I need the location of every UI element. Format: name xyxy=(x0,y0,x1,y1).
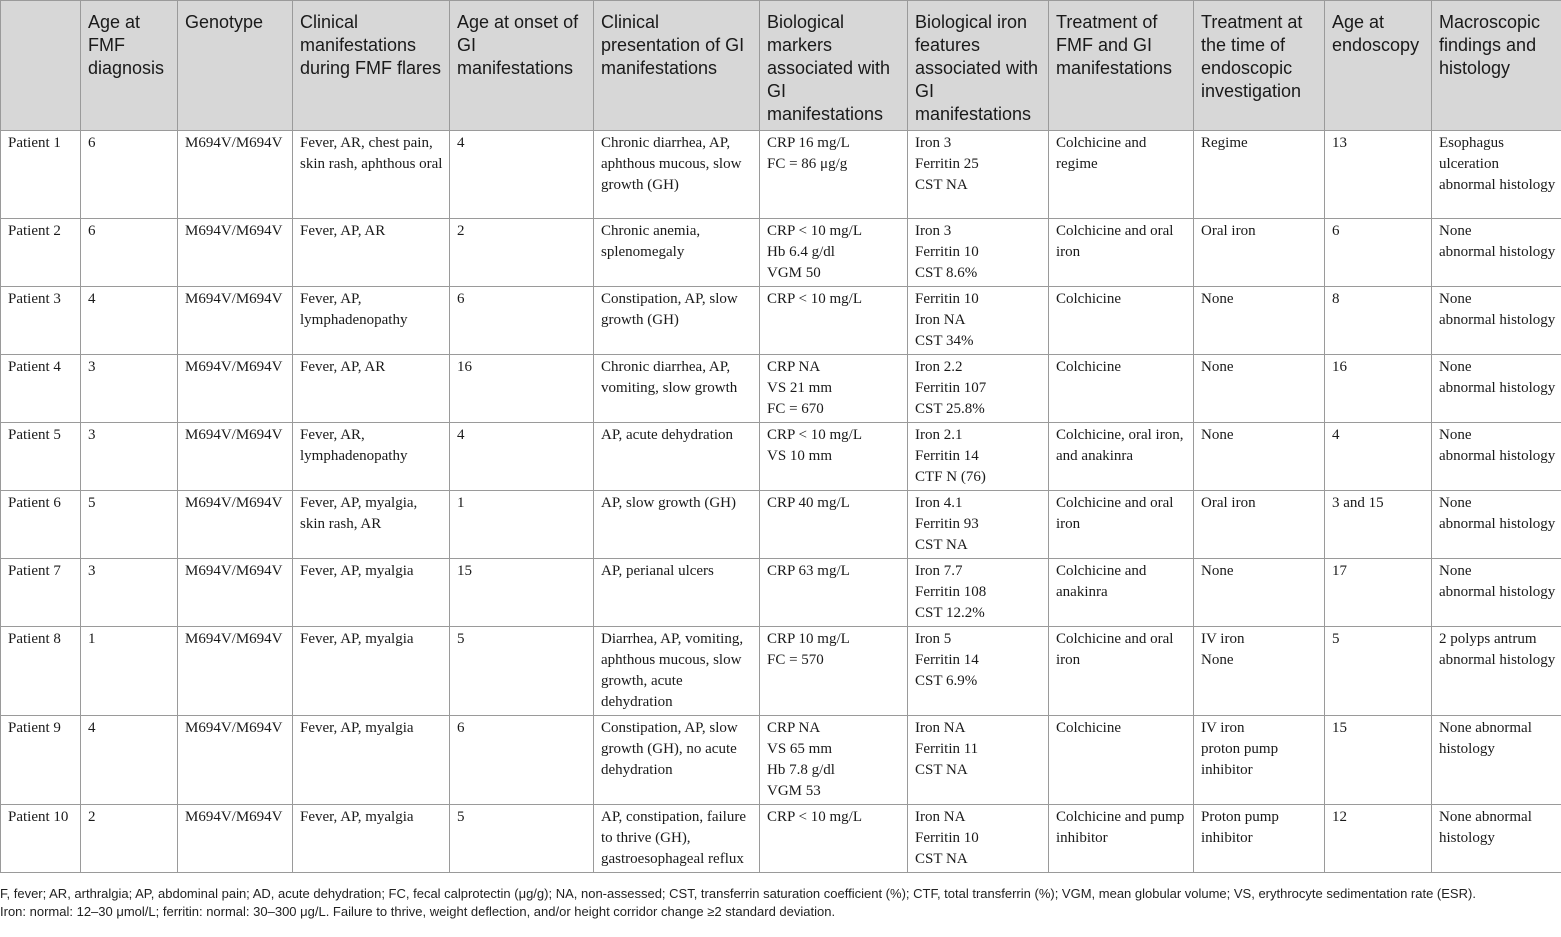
column-header: Age at onset of GI manifestations xyxy=(450,1,594,131)
age-at-diagnosis-cell: 6 xyxy=(81,131,178,219)
table-row xyxy=(1,627,1561,716)
endoscopy-treatment-cell xyxy=(1194,716,1325,805)
cell-line: CRP 63 mg/L xyxy=(767,563,850,579)
cell-line: FC = 86 μg/g xyxy=(767,156,848,172)
findings-cell xyxy=(1432,491,1561,559)
cell-line: abnormal histology xyxy=(1439,177,1556,193)
endoscopy-age-cell: 15 xyxy=(1325,716,1432,805)
gi-presentation-cell: AP, constipation, failure to thrive (GH), gastroesophageal reflux xyxy=(594,805,760,873)
treatment-cell: Colchicine, oral iron, and anakinra xyxy=(1049,423,1194,491)
cell-line: Hb 7.8 g/dl xyxy=(767,762,835,778)
genotype-cell: M694V/M694V xyxy=(178,131,293,219)
endoscopy-age-cell: 6 xyxy=(1325,219,1432,287)
flare-manifestations-cell: Fever, AP, myalgia xyxy=(293,627,450,716)
age-at-diagnosis-cell: 3 xyxy=(81,423,178,491)
patient-cell: Patient 6 xyxy=(1,491,81,559)
cell-line: CRP NA xyxy=(767,359,821,375)
cell-line: abnormal histology xyxy=(1439,584,1556,600)
cell-line: proton pump inhibitor xyxy=(1201,741,1279,778)
genotype-cell: M694V/M694V xyxy=(178,423,293,491)
onset-age-cell: 5 xyxy=(450,805,594,873)
iron-features-cell xyxy=(908,491,1049,559)
patient-cell: Patient 1 xyxy=(1,131,81,219)
cell-line: abnormal histology xyxy=(1439,380,1556,396)
cell-line: VS 10 mm xyxy=(767,448,833,464)
gi-presentation-cell: AP, perianal ulcers xyxy=(594,559,760,627)
iron-features-cell xyxy=(908,423,1049,491)
cell-line: CST NA xyxy=(915,537,968,553)
cell-line: None abnormal histology xyxy=(1439,720,1532,757)
biological-markers-cell xyxy=(760,219,908,287)
table-row xyxy=(1,219,1561,287)
flare-manifestations-cell: Fever, AP, lymphadenopathy xyxy=(293,287,450,355)
cell-line: abnormal histology xyxy=(1439,652,1556,668)
column-header: Treatment at the time of endoscopic investigation xyxy=(1194,1,1325,131)
treatment-cell: Colchicine and regime xyxy=(1049,131,1194,219)
cell-line: CRP < 10 mg/L xyxy=(767,809,863,825)
cell-line: VS 65 mm xyxy=(767,741,833,757)
cell-line: 2 polyps antrum xyxy=(1439,631,1537,647)
age-at-diagnosis-cell: 5 xyxy=(81,491,178,559)
flare-manifestations-cell: Fever, AP, myalgia xyxy=(293,805,450,873)
gi-presentation-cell: Chronic diarrhea, AP, vomiting, slow growth xyxy=(594,355,760,423)
endoscopy-treatment-cell xyxy=(1194,491,1325,559)
column-header: Genotype xyxy=(178,1,293,131)
cell-line: CRP 40 mg/L xyxy=(767,495,850,511)
patient-cell: Patient 3 xyxy=(1,287,81,355)
endoscopy-age-cell: 17 xyxy=(1325,559,1432,627)
patient-cell: Patient 7 xyxy=(1,559,81,627)
cell-line: Ferritin 10 xyxy=(915,291,979,307)
onset-age-cell: 5 xyxy=(450,627,594,716)
age-at-diagnosis-cell: 3 xyxy=(81,355,178,423)
table-row xyxy=(1,355,1561,423)
cell-line: CTF N (76) xyxy=(915,469,986,485)
findings-cell xyxy=(1432,559,1561,627)
cell-line: VGM 50 xyxy=(767,265,821,281)
treatment-cell: Colchicine and pump inhibitor xyxy=(1049,805,1194,873)
table-row xyxy=(1,287,1561,355)
cell-line: None xyxy=(1201,652,1234,668)
findings-cell xyxy=(1432,355,1561,423)
cell-line: Iron NA xyxy=(915,809,966,825)
findings-cell xyxy=(1432,805,1561,873)
biological-markers-cell xyxy=(760,627,908,716)
biological-markers-cell xyxy=(760,355,908,423)
onset-age-cell: 15 xyxy=(450,559,594,627)
cell-line: Iron 2.1 xyxy=(915,427,963,443)
footnote-abbreviations: F, fever; AR, arthralgia; AP, abdominal pain; AD, acute dehydration; FC, fecal calprotectin (μg/g); NA, non-assessed; CST, transferrin saturation coefficient (%); CTF, total transferrin (%); VGM, mean globular volume; VS, erythrocyte sedimentation rate (ESR). xyxy=(0,886,1476,901)
genotype-cell: M694V/M694V xyxy=(178,287,293,355)
biological-markers-cell xyxy=(760,716,908,805)
cell-line: None xyxy=(1439,427,1472,443)
cell-line: None xyxy=(1439,359,1472,375)
cell-line: Ferritin 10 xyxy=(915,830,979,846)
cell-line: None abnormal histology xyxy=(1439,809,1532,846)
genotype-cell: M694V/M694V xyxy=(178,716,293,805)
endoscopy-treatment-cell xyxy=(1194,131,1325,219)
cell-line: Ferritin 108 xyxy=(915,584,987,600)
cell-line: None xyxy=(1201,291,1234,307)
cell-line: CST NA xyxy=(915,851,968,867)
column-header: Biological markers associated with GI manifestations xyxy=(760,1,908,131)
iron-features-cell xyxy=(908,559,1049,627)
cell-line: Ferritin 107 xyxy=(915,380,987,396)
endoscopy-treatment-cell xyxy=(1194,287,1325,355)
cell-line: Iron 3 xyxy=(915,223,952,239)
findings-cell xyxy=(1432,219,1561,287)
column-header: Clinical manifestations during FMF flares xyxy=(293,1,450,131)
biological-markers-cell xyxy=(760,287,908,355)
patient-cell: Patient 4 xyxy=(1,355,81,423)
age-at-diagnosis-cell: 4 xyxy=(81,287,178,355)
endoscopy-treatment-cell xyxy=(1194,355,1325,423)
onset-age-cell: 6 xyxy=(450,287,594,355)
column-header: Biological iron features associated with GI manifestations xyxy=(908,1,1049,131)
endoscopy-treatment-cell xyxy=(1194,559,1325,627)
treatment-cell: Colchicine xyxy=(1049,355,1194,423)
endoscopy-treatment-cell xyxy=(1194,423,1325,491)
endoscopy-age-cell: 5 xyxy=(1325,627,1432,716)
onset-age-cell: 6 xyxy=(450,716,594,805)
cell-line: CST NA xyxy=(915,177,968,193)
findings-cell xyxy=(1432,131,1561,219)
cell-line: Oral iron xyxy=(1201,495,1256,511)
iron-features-cell xyxy=(908,131,1049,219)
onset-age-cell: 4 xyxy=(450,423,594,491)
biological-markers-cell xyxy=(760,491,908,559)
endoscopy-age-cell: 4 xyxy=(1325,423,1432,491)
cell-line: Ferritin 11 xyxy=(915,741,979,757)
treatment-cell: Colchicine and oral iron xyxy=(1049,491,1194,559)
iron-features-cell xyxy=(908,287,1049,355)
cell-line: abnormal histology xyxy=(1439,312,1556,328)
cell-line: Proton pump inhibitor xyxy=(1201,809,1279,846)
cell-line: Ferritin 14 xyxy=(915,448,979,464)
endoscopy-treatment-cell xyxy=(1194,627,1325,716)
cell-line: CST NA xyxy=(915,762,968,778)
cell-line: Hb 6.4 g/dl xyxy=(767,244,835,260)
table-row xyxy=(1,131,1561,219)
flare-manifestations-cell: Fever, AP, myalgia xyxy=(293,716,450,805)
cell-line: None xyxy=(1439,291,1472,307)
cell-line: Ferritin 93 xyxy=(915,516,979,532)
column-header: Age at FMF diagnosis xyxy=(81,1,178,131)
column-header: Macroscopic findings and histology xyxy=(1432,1,1561,131)
patient-cell: Patient 2 xyxy=(1,219,81,287)
onset-age-cell: 4 xyxy=(450,131,594,219)
cell-line: abnormal histology xyxy=(1439,448,1556,464)
table-row xyxy=(1,559,1561,627)
findings-cell xyxy=(1432,716,1561,805)
cell-line: Iron 3 xyxy=(915,135,952,151)
treatment-cell: Colchicine xyxy=(1049,287,1194,355)
column-header: Clinical presentation of GI manifestations xyxy=(594,1,760,131)
cell-line: CRP 16 mg/L xyxy=(767,135,850,151)
findings-cell xyxy=(1432,287,1561,355)
table-footnotes xyxy=(0,885,1555,921)
treatment-cell: Colchicine and oral iron xyxy=(1049,219,1194,287)
age-at-diagnosis-cell: 6 xyxy=(81,219,178,287)
cell-line: CRP NA xyxy=(767,720,821,736)
cell-line: abnormal histology xyxy=(1439,516,1556,532)
biological-markers-cell xyxy=(760,423,908,491)
cell-line: Ferritin 25 xyxy=(915,156,979,172)
age-at-diagnosis-cell: 1 xyxy=(81,627,178,716)
cell-line: CST 25.8% xyxy=(915,401,985,417)
cell-line: None xyxy=(1201,563,1234,579)
cell-line: FC = 670 xyxy=(767,401,824,417)
endoscopy-treatment-cell xyxy=(1194,219,1325,287)
header-row xyxy=(1,1,1561,131)
cell-line: abnormal histology xyxy=(1439,244,1556,260)
endoscopy-age-cell: 16 xyxy=(1325,355,1432,423)
cell-line: Ferritin 14 xyxy=(915,652,979,668)
genotype-cell: M694V/M694V xyxy=(178,627,293,716)
cell-line: Iron NA xyxy=(915,312,966,328)
cell-line: Iron NA xyxy=(915,720,966,736)
cell-line: CRP < 10 mg/L xyxy=(767,291,863,307)
flare-manifestations-cell: Fever, AP, myalgia xyxy=(293,559,450,627)
iron-features-cell xyxy=(908,716,1049,805)
genotype-cell: M694V/M694V xyxy=(178,491,293,559)
cell-line: CST 34% xyxy=(915,333,974,349)
flare-manifestations-cell: Fever, AP, myalgia, skin rash, AR xyxy=(293,491,450,559)
cell-line: Iron 2.2 xyxy=(915,359,963,375)
table-row xyxy=(1,805,1561,873)
findings-cell xyxy=(1432,423,1561,491)
treatment-cell: Colchicine xyxy=(1049,716,1194,805)
patient-cell: Patient 5 xyxy=(1,423,81,491)
cell-line: Oral iron xyxy=(1201,223,1256,239)
biological-markers-cell xyxy=(760,131,908,219)
gi-presentation-cell: Constipation, AP, slow growth (GH) xyxy=(594,287,760,355)
flare-manifestations-cell: Fever, AP, AR xyxy=(293,355,450,423)
age-at-diagnosis-cell: 4 xyxy=(81,716,178,805)
patient-cell: Patient 9 xyxy=(1,716,81,805)
cell-line: Iron 4.1 xyxy=(915,495,963,511)
cell-line: None xyxy=(1439,223,1472,239)
onset-age-cell: 16 xyxy=(450,355,594,423)
gi-presentation-cell: Constipation, AP, slow growth (GH), no acute dehydration xyxy=(594,716,760,805)
flare-manifestations-cell: Fever, AR, chest pain, skin rash, aphthous oral xyxy=(293,131,450,219)
iron-features-cell xyxy=(908,627,1049,716)
findings-cell xyxy=(1432,627,1561,716)
cell-line: None xyxy=(1201,427,1234,443)
cell-line: Ferritin 10 xyxy=(915,244,979,260)
endoscopy-age-cell: 3 and 15 xyxy=(1325,491,1432,559)
cell-line: None xyxy=(1439,495,1472,511)
table-row xyxy=(1,423,1561,491)
biological-markers-cell xyxy=(760,805,908,873)
footnote-normal-ranges: Iron: normal: 12–30 μmol/L; ferritin: normal: 30–300 μg/L. Failure to thrive, weight deflection, and/or height corridor change ≥2 standard deviation. xyxy=(0,904,836,919)
cell-line: Iron 7.7 xyxy=(915,563,963,579)
cell-line: None xyxy=(1201,359,1234,375)
cell-line: CST 12.2% xyxy=(915,605,985,621)
cell-line: Regime xyxy=(1201,135,1248,151)
cell-line: FC = 570 xyxy=(767,652,824,668)
cell-line: CST 6.9% xyxy=(915,673,978,689)
column-header: Treatment of FMF and GI manifestations xyxy=(1049,1,1194,131)
gi-presentation-cell: Chronic anemia, splenomegaly xyxy=(594,219,760,287)
table-row xyxy=(1,716,1561,805)
cell-line: None xyxy=(1439,563,1472,579)
genotype-cell: M694V/M694V xyxy=(178,219,293,287)
onset-age-cell: 2 xyxy=(450,219,594,287)
endoscopy-age-cell: 13 xyxy=(1325,131,1432,219)
genotype-cell: M694V/M694V xyxy=(178,355,293,423)
cell-line: Esophagus ulceration xyxy=(1439,135,1504,172)
cell-line: CRP < 10 mg/L xyxy=(767,223,863,239)
onset-age-cell: 1 xyxy=(450,491,594,559)
biological-markers-cell xyxy=(760,559,908,627)
endoscopy-age-cell: 12 xyxy=(1325,805,1432,873)
treatment-cell: Colchicine and anakinra xyxy=(1049,559,1194,627)
endoscopy-age-cell: 8 xyxy=(1325,287,1432,355)
cell-line: Iron 5 xyxy=(915,631,952,647)
flare-manifestations-cell: Fever, AR, lymphadenopathy xyxy=(293,423,450,491)
cell-line: VS 21 mm xyxy=(767,380,833,396)
cell-line: CRP 10 mg/L xyxy=(767,631,850,647)
iron-features-cell xyxy=(908,219,1049,287)
cell-line: VGM 53 xyxy=(767,783,821,799)
genotype-cell: M694V/M694V xyxy=(178,805,293,873)
gi-presentation-cell: AP, slow growth (GH) xyxy=(594,491,760,559)
patient-cell: Patient 10 xyxy=(1,805,81,873)
treatment-cell: Colchicine and oral iron xyxy=(1049,627,1194,716)
gi-presentation-cell: Diarrhea, AP, vomiting, aphthous mucous, slow growth, acute dehydration xyxy=(594,627,760,716)
endoscopy-treatment-cell xyxy=(1194,805,1325,873)
iron-features-cell xyxy=(908,805,1049,873)
age-at-diagnosis-cell: 3 xyxy=(81,559,178,627)
column-header: Age at endoscopy xyxy=(1325,1,1432,131)
cell-line: CST 8.6% xyxy=(915,265,978,281)
column-header xyxy=(1,1,81,131)
genotype-cell: M694V/M694V xyxy=(178,559,293,627)
table-body xyxy=(1,131,1561,873)
cell-line: IV iron xyxy=(1201,631,1245,647)
gi-presentation-cell: Chronic diarrhea, AP, aphthous mucous, slow growth (GH) xyxy=(594,131,760,219)
gi-presentation-cell: AP, acute dehydration xyxy=(594,423,760,491)
flare-manifestations-cell: Fever, AP, AR xyxy=(293,219,450,287)
patient-cell: Patient 8 xyxy=(1,627,81,716)
cell-line: IV iron xyxy=(1201,720,1245,736)
cell-line: CRP < 10 mg/L xyxy=(767,427,863,443)
age-at-diagnosis-cell: 2 xyxy=(81,805,178,873)
table-row xyxy=(1,491,1561,559)
iron-features-cell xyxy=(908,355,1049,423)
